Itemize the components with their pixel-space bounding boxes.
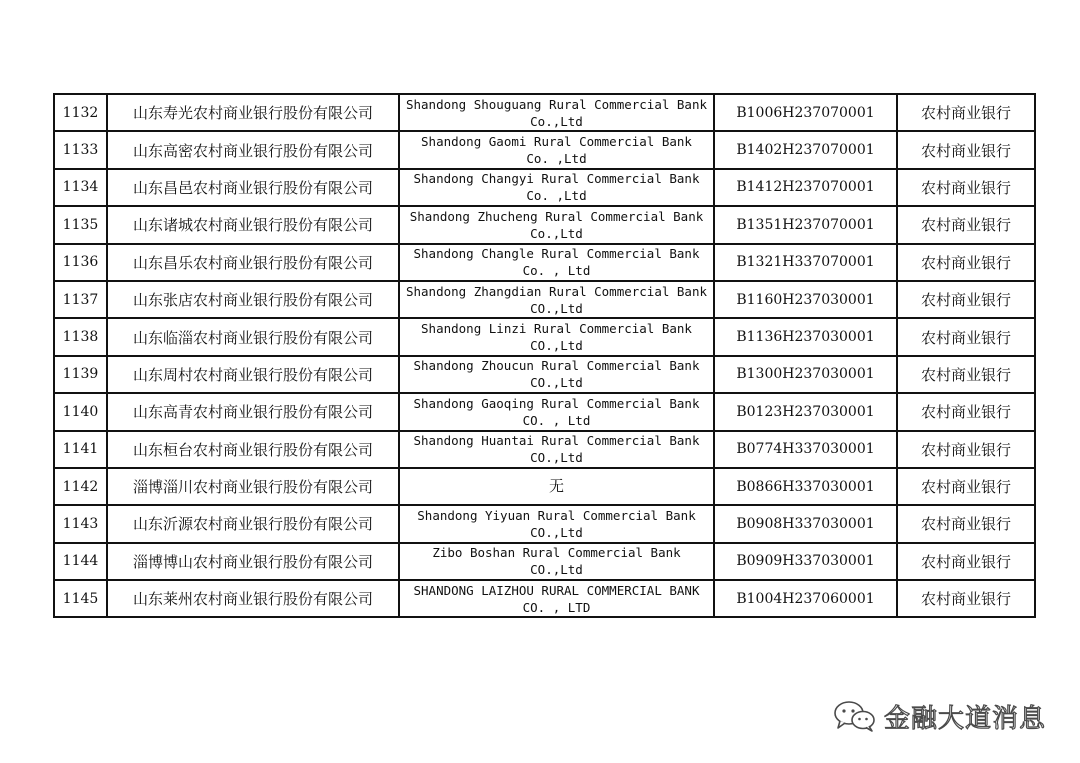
english-name-line: Co. , Ltd	[522, 263, 591, 279]
table-row	[54, 318, 1035, 355]
english-name-line: CO. , LTD	[522, 599, 591, 615]
english-name-line: SHANDONG LAIZHOU RURAL COMMERCIAL BANK	[413, 582, 700, 598]
cell-english-name	[399, 505, 714, 542]
table-row	[54, 543, 1035, 580]
cell-english-name	[399, 580, 714, 617]
english-name-line: Co. ,Ltd	[526, 188, 587, 204]
table-row	[54, 393, 1035, 430]
cell-number: 1144	[54, 543, 107, 580]
cell-chinese-name: 淄博博山农村商业银行股份有限公司	[107, 543, 399, 580]
cell-institution-type: 农村商业银行	[897, 505, 1035, 542]
cell-english-name	[399, 318, 714, 355]
cell-institution-code: B0866H337030001	[714, 468, 897, 505]
cell-number: 1136	[54, 244, 107, 281]
english-name-line: Shandong Zhangdian Rural Commercial Bank	[405, 283, 708, 299]
english-name-line: Shandong Yiyuan Rural Commercial Bank	[417, 507, 696, 523]
cell-institution-code: B1004H237060001	[714, 580, 897, 617]
cell-number: 1145	[54, 580, 107, 617]
english-name-line: Co.,Ltd	[530, 113, 583, 129]
cell-english-name	[399, 543, 714, 580]
cell-institution-code: B1160H237030001	[714, 281, 897, 318]
english-name-line: Zibo Boshan Rural Commercial Bank	[432, 545, 681, 561]
cell-institution-type: 农村商业银行	[897, 206, 1035, 243]
english-name-line: CO. , Ltd	[522, 412, 591, 428]
cell-number: 1132	[54, 94, 107, 131]
table-row	[54, 94, 1035, 131]
cell-institution-code: B0774H337030001	[714, 431, 897, 468]
cell-chinese-name: 山东寿光农村商业银行股份有限公司	[107, 94, 399, 131]
english-name-line: Shandong Huantai Rural Commercial Bank	[413, 433, 700, 449]
cell-chinese-name: 山东高青农村商业银行股份有限公司	[107, 393, 399, 430]
cell-chinese-name: 山东昌乐农村商业银行股份有限公司	[107, 244, 399, 281]
english-name-line: Shandong Linzi Rural Commercial Bank	[421, 321, 692, 337]
cell-number: 1143	[54, 505, 107, 542]
english-name-line: CO.,Ltd	[530, 450, 583, 466]
table-row	[54, 468, 1035, 505]
table-row	[54, 580, 1035, 617]
cell-number: 1137	[54, 281, 107, 318]
watermark	[832, 694, 1046, 738]
cell-institution-type: 农村商业银行	[897, 169, 1035, 206]
cell-institution-code: B1412H237070001	[714, 169, 897, 206]
cell-chinese-name: 山东周村农村商业银行股份有限公司	[107, 356, 399, 393]
english-name-line: Shandong Gaomi Rural Commercial Bank	[421, 134, 692, 150]
cell-institution-type: 农村商业银行	[897, 431, 1035, 468]
cell-english-name	[399, 131, 714, 168]
table-row	[54, 206, 1035, 243]
english-name-line: Shandong Zhucheng Rural Commercial Bank	[409, 208, 704, 224]
english-name-line: CO.,Ltd	[530, 524, 583, 540]
cell-number: 1139	[54, 356, 107, 393]
cell-institution-code: B1351H237070001	[714, 206, 897, 243]
cell-english-name	[399, 468, 714, 505]
cell-institution-code: B0908H337030001	[714, 505, 897, 542]
cell-chinese-name: 山东张店农村商业银行股份有限公司	[107, 281, 399, 318]
cell-institution-code: B1402H237070001	[714, 131, 897, 168]
table-body	[54, 94, 1035, 617]
cell-institution-type: 农村商业银行	[897, 468, 1035, 505]
cell-number: 1134	[54, 169, 107, 206]
cell-institution-type: 农村商业银行	[897, 356, 1035, 393]
cell-chinese-name: 淄博淄川农村商业银行股份有限公司	[107, 468, 399, 505]
cell-english-name	[399, 94, 714, 131]
english-name-line: Shandong Changle Rural Commercial Bank	[413, 246, 700, 262]
english-name-line: Shandong Shouguang Rural Commercial Bank	[405, 96, 708, 112]
cell-chinese-name: 山东诸城农村商业银行股份有限公司	[107, 206, 399, 243]
cell-institution-code: B0123H237030001	[714, 393, 897, 430]
cell-english-name	[399, 431, 714, 468]
cell-institution-type: 农村商业银行	[897, 393, 1035, 430]
cell-chinese-name: 山东昌邑农村商业银行股份有限公司	[107, 169, 399, 206]
cell-english-name	[399, 281, 714, 318]
watermark-text: 金融大道消息	[884, 703, 1047, 734]
bank-list-table	[53, 93, 1036, 618]
cell-english-name	[399, 206, 714, 243]
cell-chinese-name: 山东桓台农村商业银行股份有限公司	[107, 431, 399, 468]
cell-chinese-name: 山东沂源农村商业银行股份有限公司	[107, 505, 399, 542]
cell-number: 1141	[54, 431, 107, 468]
cell-institution-type: 农村商业银行	[897, 131, 1035, 168]
cell-english-name	[399, 244, 714, 281]
english-name-line: CO.,Ltd	[530, 338, 583, 354]
cell-chinese-name: 山东莱州农村商业银行股份有限公司	[107, 580, 399, 617]
cell-number: 1133	[54, 131, 107, 168]
cell-english-name	[399, 393, 714, 430]
english-name-line: Shandong Changyi Rural Commercial Bank	[413, 171, 700, 187]
cell-number: 1138	[54, 318, 107, 355]
table-row	[54, 356, 1035, 393]
cell-english-name	[399, 356, 714, 393]
cell-number: 1140	[54, 393, 107, 430]
cell-institution-type: 农村商业银行	[897, 281, 1035, 318]
table-row	[54, 169, 1035, 206]
table-row	[54, 244, 1035, 281]
cell-institution-type: 农村商业银行	[897, 580, 1035, 617]
cell-institution-code: B0909H337030001	[714, 543, 897, 580]
english-name-line: CO.,Ltd	[530, 375, 583, 391]
cell-institution-type: 农村商业银行	[897, 244, 1035, 281]
english-name-line: 无	[548, 477, 564, 496]
table-row	[54, 281, 1035, 318]
english-name-line: Shandong Zhoucun Rural Commercial Bank	[413, 358, 700, 374]
table-row	[54, 131, 1035, 168]
cell-chinese-name: 山东高密农村商业银行股份有限公司	[107, 131, 399, 168]
english-name-line: CO.,Ltd	[530, 300, 583, 316]
cell-institution-type: 农村商业银行	[897, 94, 1035, 131]
english-name-line: Co.,Ltd	[530, 225, 583, 241]
cell-institution-type: 农村商业银行	[897, 318, 1035, 355]
cell-number: 1142	[54, 468, 107, 505]
cell-institution-code: B1136H237030001	[714, 318, 897, 355]
cell-institution-code: B1321H337070001	[714, 244, 897, 281]
wechat-icon	[832, 699, 878, 733]
english-name-line: Co. ,Ltd	[526, 151, 587, 167]
cell-institution-code: B1006H237070001	[714, 94, 897, 131]
cell-chinese-name: 山东临淄农村商业银行股份有限公司	[107, 318, 399, 355]
table-row	[54, 505, 1035, 542]
cell-institution-type: 农村商业银行	[897, 543, 1035, 580]
cell-english-name	[399, 169, 714, 206]
english-name-line: CO.,Ltd	[530, 562, 583, 578]
cell-institution-code: B1300H237030001	[714, 356, 897, 393]
cell-number: 1135	[54, 206, 107, 243]
english-name-line: Shandong Gaoqing Rural Commercial Bank	[413, 395, 700, 411]
table-row	[54, 431, 1035, 468]
